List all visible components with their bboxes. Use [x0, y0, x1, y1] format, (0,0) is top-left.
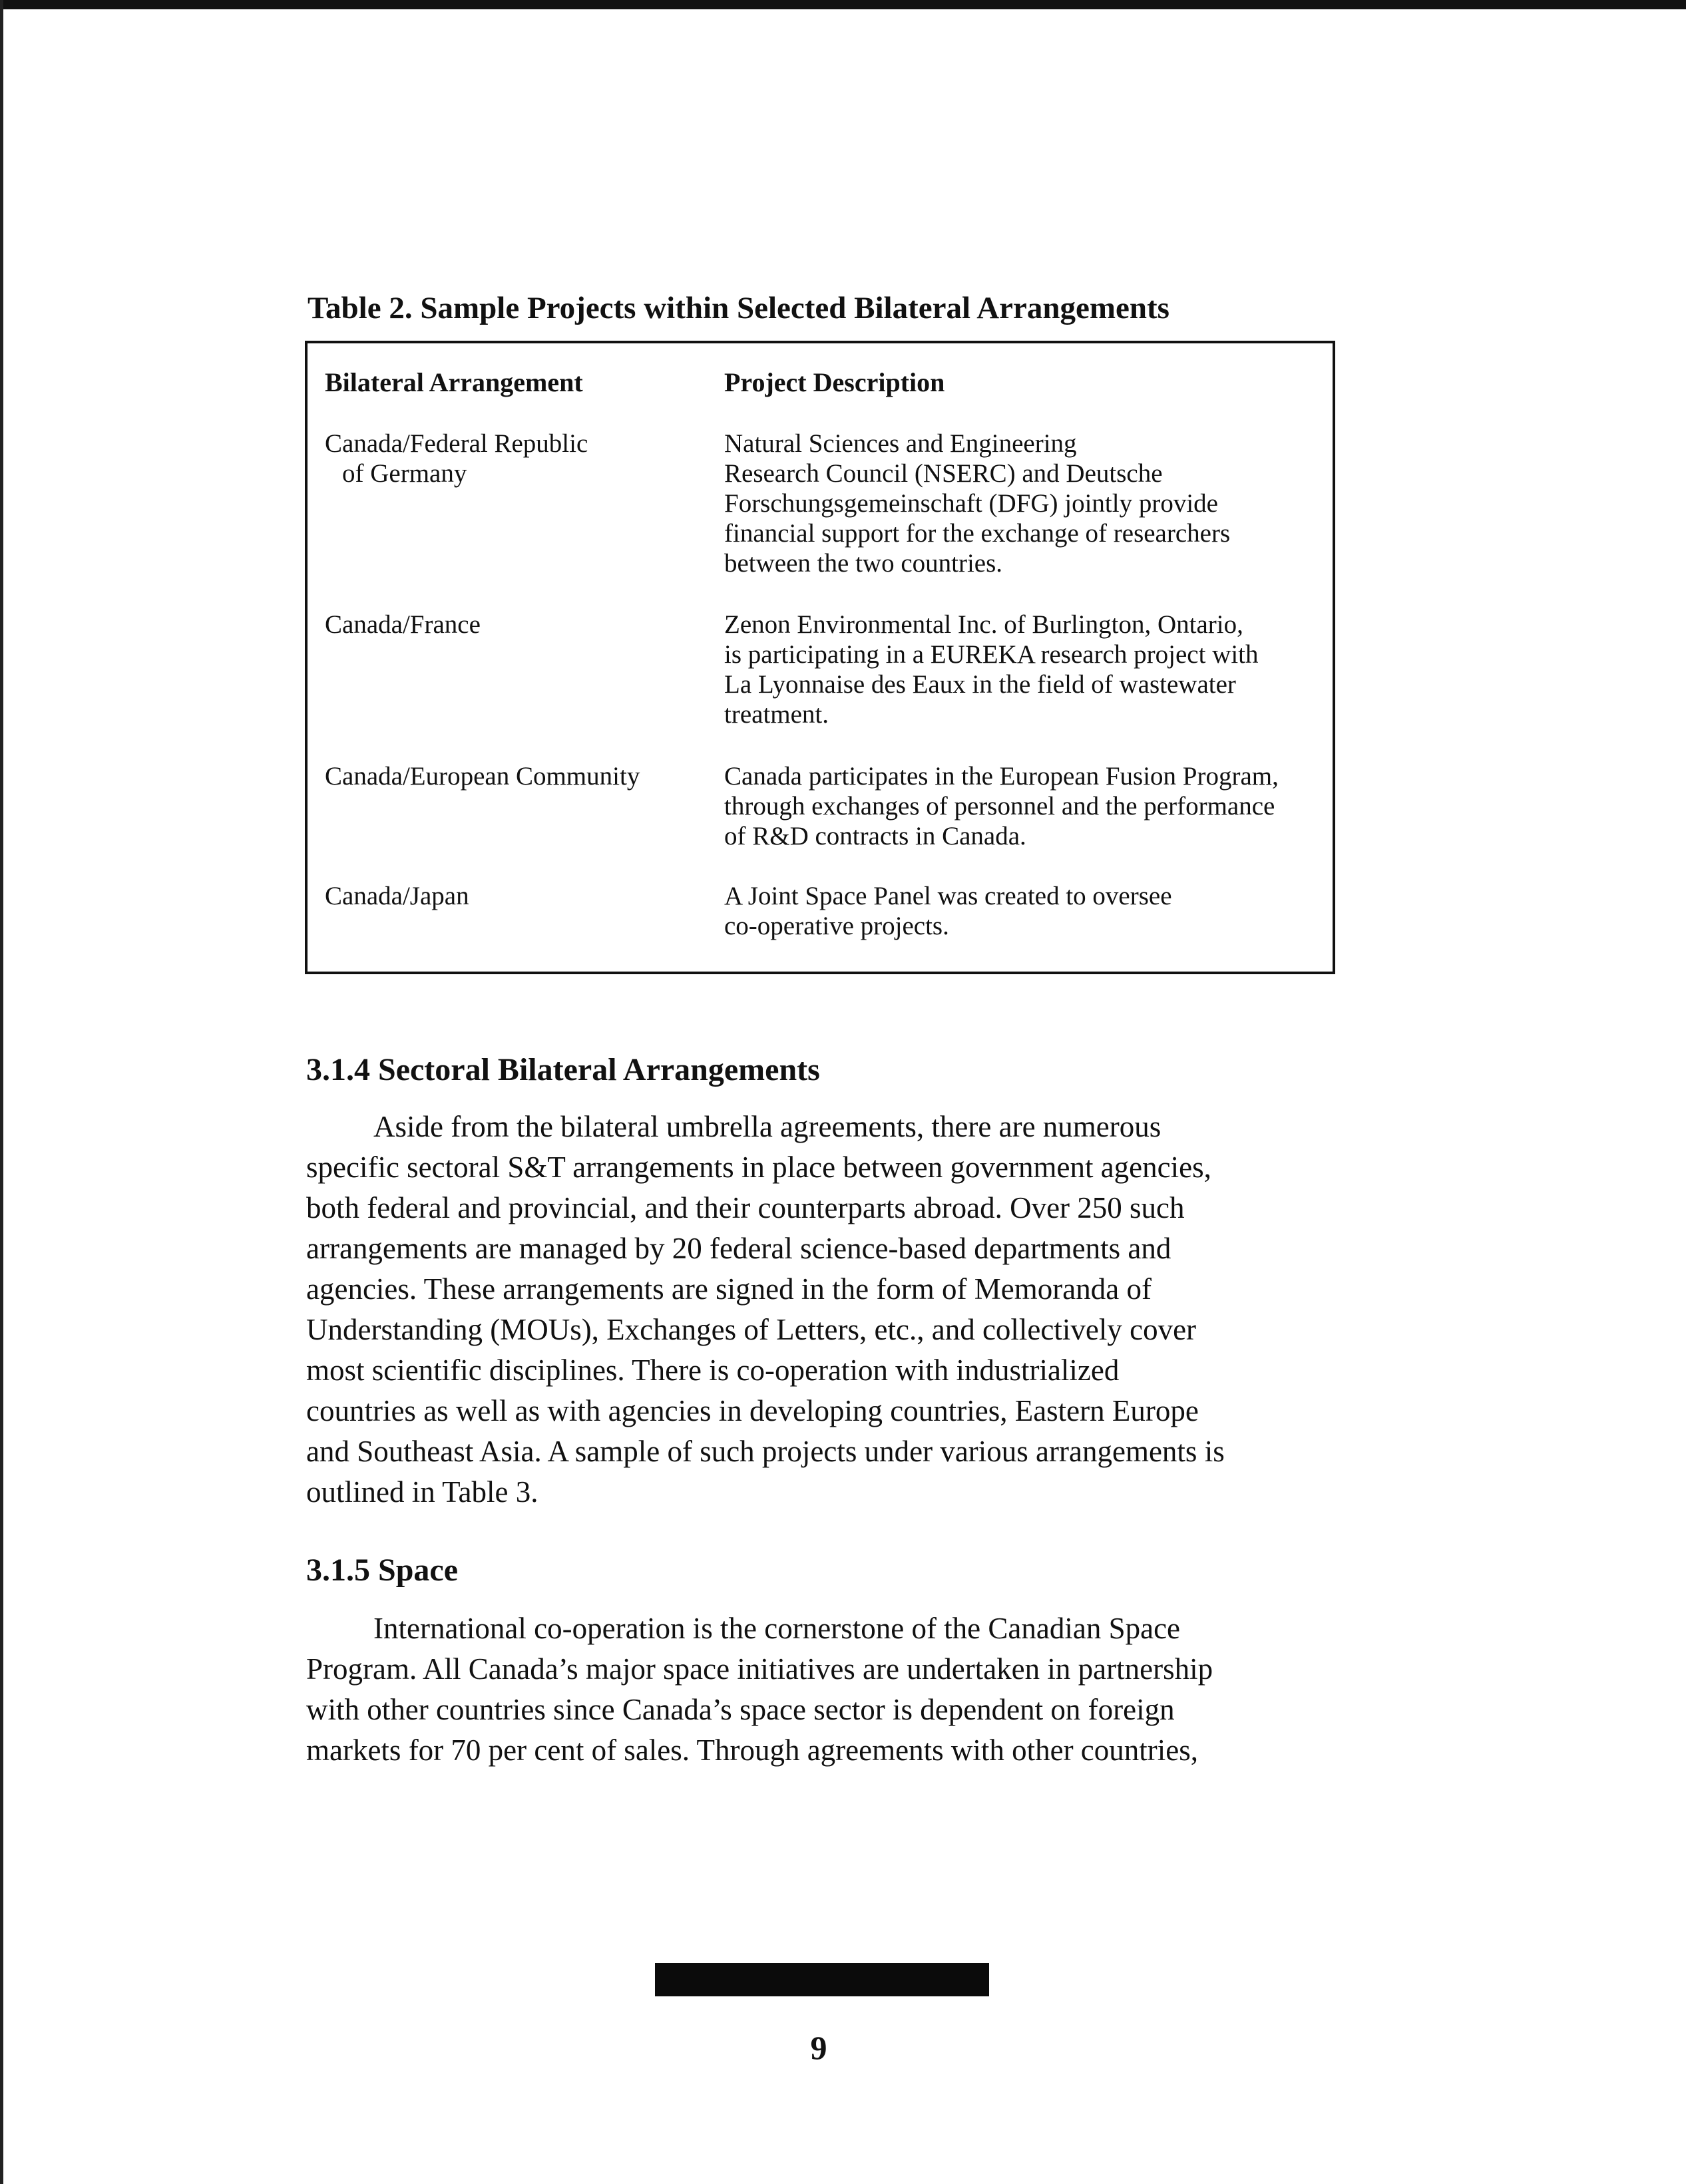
- table-title: Table 2. Sample Projects within Selected Bilateral Arrangements: [308, 291, 1169, 325]
- table-row-4-description: A Joint Space Panel was created to oversee co-operative projects.: [724, 882, 1172, 940]
- section-heading-3-1-4: 3.1.4 Sectoral Bilateral Arrangements: [306, 1052, 820, 1087]
- scan-border-top: [0, 0, 1686, 9]
- table-row-1-description: Natural Sciences and Engineering Research Council (NSERC) and Deutsche Forschungsgemeinschaft (DFG) jointly provide financial support for the exchange of researchers between the two countries.: [724, 429, 1231, 578]
- table-header-arrangement: Bilateral Arrangement: [325, 367, 583, 397]
- projects-table: [305, 341, 1335, 974]
- table-row-3-description: Canada participates in the European Fusion Program, through exchanges of personnel and the performance of R&D contracts in Canada.: [724, 762, 1279, 850]
- table-row-2-arrangement: Canada/France: [325, 610, 481, 639]
- table-row-4-arrangement: Canada/Japan: [325, 882, 469, 910]
- section-heading-3-1-5: 3.1.5 Space: [306, 1552, 458, 1588]
- table-header-description: Project Description: [724, 367, 945, 397]
- scan-border-left: [0, 0, 3, 2184]
- page-number: 9: [810, 2029, 827, 2066]
- page-bar-decoration: [655, 1963, 989, 1996]
- table-row-3-arrangement: Canada/European Community: [325, 762, 640, 791]
- table-row-2-description: Zenon Environmental Inc. of Burlington, Ontario, is participating in a EUREKA research project with La Lyonnaise des Eaux in the field of wastewater treatment.: [724, 610, 1259, 729]
- table-row-1-arrangement: Canada/Federal Republic of Germany: [325, 429, 588, 488]
- section-paragraph-3-1-4: Aside from the bilateral umbrella agreements, there are numerous specific sectoral S&T arrangements in place between government agencies, both federal and provincial, and their counterparts abroad. Over 250 such arrangements are managed by 20 federal science-based departments and agencies. These arrangements are signed in the form of Memoranda of Understanding (MOUs), Exchanges of Letters, etc., and collectively cover most scientific disciplines. There is co-operation with industrialized countries as well as with agencies in developing countries, Eastern Europe and Southeast Asia. A sample of such projects under various arrangements is outlined in Table 3.: [306, 1110, 1225, 1509]
- section-paragraph-3-1-5: International co-operation is the cornerstone of the Canadian Space Program. All Canada’s major space initiatives are undertaken in partnership with other countries since Canada’s space sector is dependent on foreign markets for 70 per cent of sales. Through agreements with other countries,: [306, 1612, 1213, 1767]
